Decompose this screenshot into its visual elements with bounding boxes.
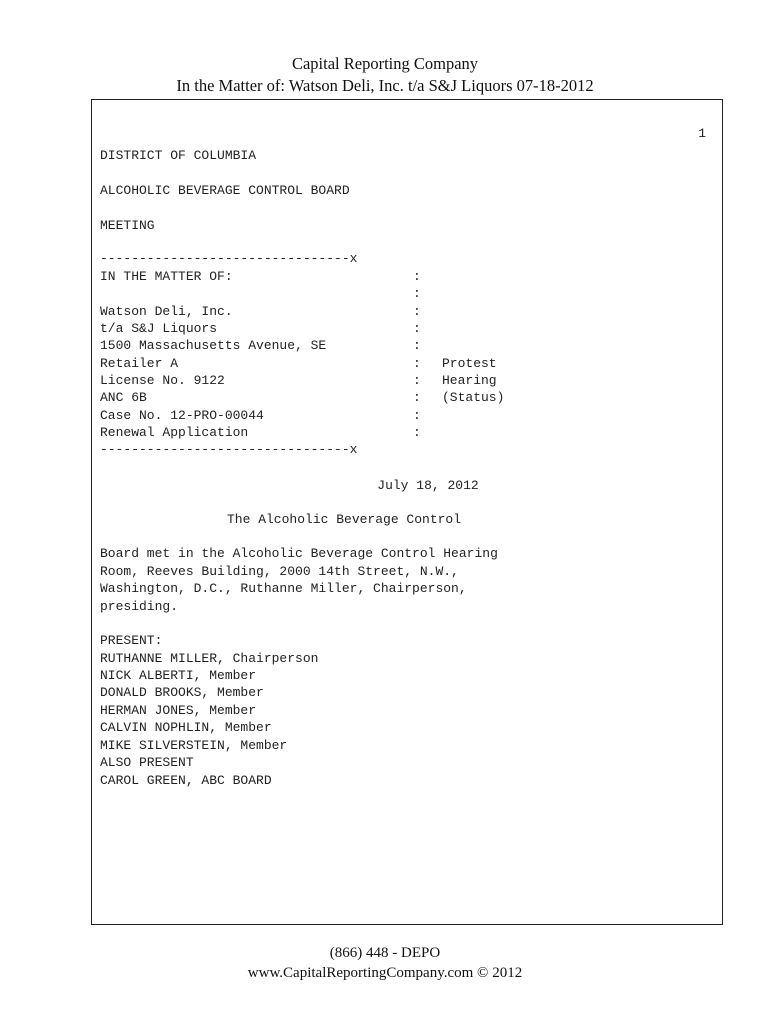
caption-line: ANC 6B	[100, 390, 147, 405]
body-line: Washington, D.C., Ruthanne Miller, Chairperson,	[100, 581, 467, 596]
caption-line: Retailer A	[100, 356, 179, 371]
caption-line: 1500 Massachusetts Avenue, SE	[100, 338, 327, 353]
footer-website: www.CapitalReportingCompany.com © 2012	[247, 965, 523, 981]
caption-note: Hearing	[442, 373, 497, 388]
present-line: CAROL GREEN, ABC BOARD	[100, 773, 272, 788]
present-line: PRESENT:	[100, 633, 163, 648]
caption-colon: :	[413, 286, 421, 301]
present-line: CALVIN NOPHLIN, Member	[100, 720, 272, 735]
present-line: NICK ALBERTI, Member	[100, 668, 257, 683]
body-line: Board met in the Alcoholic Beverage Control Hearing	[100, 546, 498, 561]
caption-colon: :	[413, 269, 421, 284]
caption-line: IN THE MATTER OF:	[100, 269, 233, 284]
caption-rule-bottom: --------------------------------x	[100, 442, 358, 457]
body-line: Room, Reeves Building, 2000 14th Street, N.W.,	[100, 564, 459, 579]
page-number: 1	[698, 126, 706, 141]
footer-phone: (866) 448 - DEPO	[329, 945, 441, 961]
caption-line: License No. 9122	[100, 373, 225, 388]
present-line: HERMAN JONES, Member	[100, 703, 257, 718]
caption-line: Case No. 12-PRO-00044	[100, 408, 264, 423]
caption-line: Renewal Application	[100, 425, 249, 440]
caption-line: t/a S&J Liquors	[100, 321, 218, 336]
caption-colon: :	[413, 356, 421, 371]
body-line: presiding.	[100, 599, 179, 614]
heading-line: The Alcoholic Beverage Control	[227, 512, 462, 527]
caption-colon: :	[413, 321, 421, 336]
header-company: Capital Reporting Company	[291, 54, 479, 73]
board-line: ALCOHOLIC BEVERAGE CONTROL BOARD	[100, 183, 350, 198]
transcript-page	[91, 99, 723, 925]
caption-colon: :	[413, 408, 421, 423]
caption-line: Watson Deli, Inc.	[100, 304, 233, 319]
caption-colon: :	[413, 373, 421, 388]
caption-colon: :	[413, 425, 421, 440]
present-line: DONALD BROOKS, Member	[100, 685, 264, 700]
meeting-line: MEETING	[100, 218, 155, 233]
present-line: MIKE SILVERSTEIN, Member	[100, 738, 288, 753]
header-matter: In the Matter of: Watson Deli, Inc. t/a S&J Liquors 07-18-2012	[176, 76, 594, 95]
caption-rule-top: --------------------------------x	[100, 251, 358, 266]
present-line: ALSO PRESENT	[100, 755, 194, 770]
caption-note: (Status)	[442, 390, 505, 405]
caption-colon: :	[413, 338, 421, 353]
caption-colon: :	[413, 304, 421, 319]
caption-colon: :	[413, 390, 421, 405]
present-line: RUTHANNE MILLER, Chairperson	[100, 651, 319, 666]
district-line: DISTRICT OF COLUMBIA	[100, 148, 257, 163]
hearing-date: July 18, 2012	[377, 478, 479, 493]
caption-note: Protest	[442, 356, 497, 371]
